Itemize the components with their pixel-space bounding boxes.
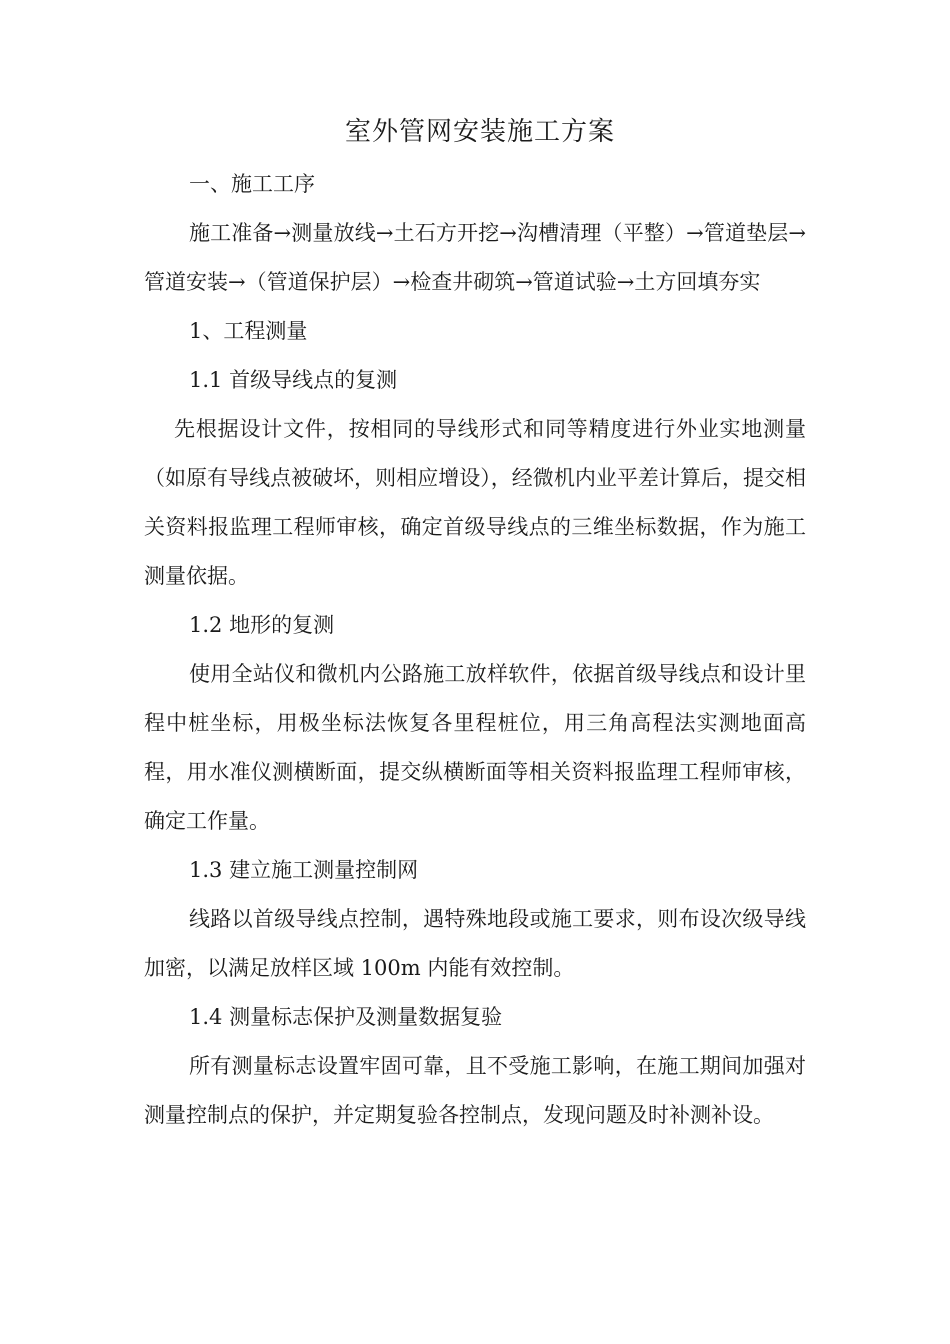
subsection-heading-1-3: 1.3 建立施工测量控制网 (189, 858, 419, 882)
section-heading-construction-sequence: 一、施工工序 (189, 172, 315, 196)
paragraph-1-1: 先根据设计文件，按相同的导线形式和同等精度进行外业实地测量（如原有导线点被破坏，则相应增设），经微机内业平差计算后，提交相关资料报监理工程师审核，确定首级导线点的三维坐标数据，作为施工测量依据。 (144, 417, 806, 588)
paragraph-1-3: 线路以首级导线点控制，遇特殊地段或施工要求，则布设次级导线加密，以满足放样区域 100m 内能有效控制。 (144, 907, 806, 980)
document-title: 室外管网安装施工方案 (344, 117, 615, 147)
paragraph-construction-sequence: 施工准备→测量放线→土石方开挖→沟槽清理（平整）→管道垫层→管道安装→（管道保护层）→检查井砌筑→管道试验→土方回填夯实 (144, 221, 806, 294)
subsection-heading-1-2: 1.2 地形的复测 (189, 613, 335, 637)
paragraph-1-2: 使用全站仪和微机内公路施工放样软件，依据首级导线点和设计里程中桩坐标，用极坐标法恢复各里程桩位，用三角高程法实测地面高程，用水准仪测横断面，提交纵横断面等相关资料报监理工程师审核，确定工作量。 (144, 662, 806, 833)
subsection-heading-1-4: 1.4 测量标志保护及测量数据复验 (189, 1005, 503, 1029)
subsection-heading-1-1: 1.1 首级导线点的复测 (189, 368, 398, 392)
paragraph-1-4: 所有测量标志设置牢固可靠，且不受施工影响，在施工期间加强对测量控制点的保护，并定期复验各控制点，发现问题及时补测补设。 (144, 1054, 806, 1127)
section-heading-engineering-survey: 1、工程测量 (189, 319, 308, 343)
